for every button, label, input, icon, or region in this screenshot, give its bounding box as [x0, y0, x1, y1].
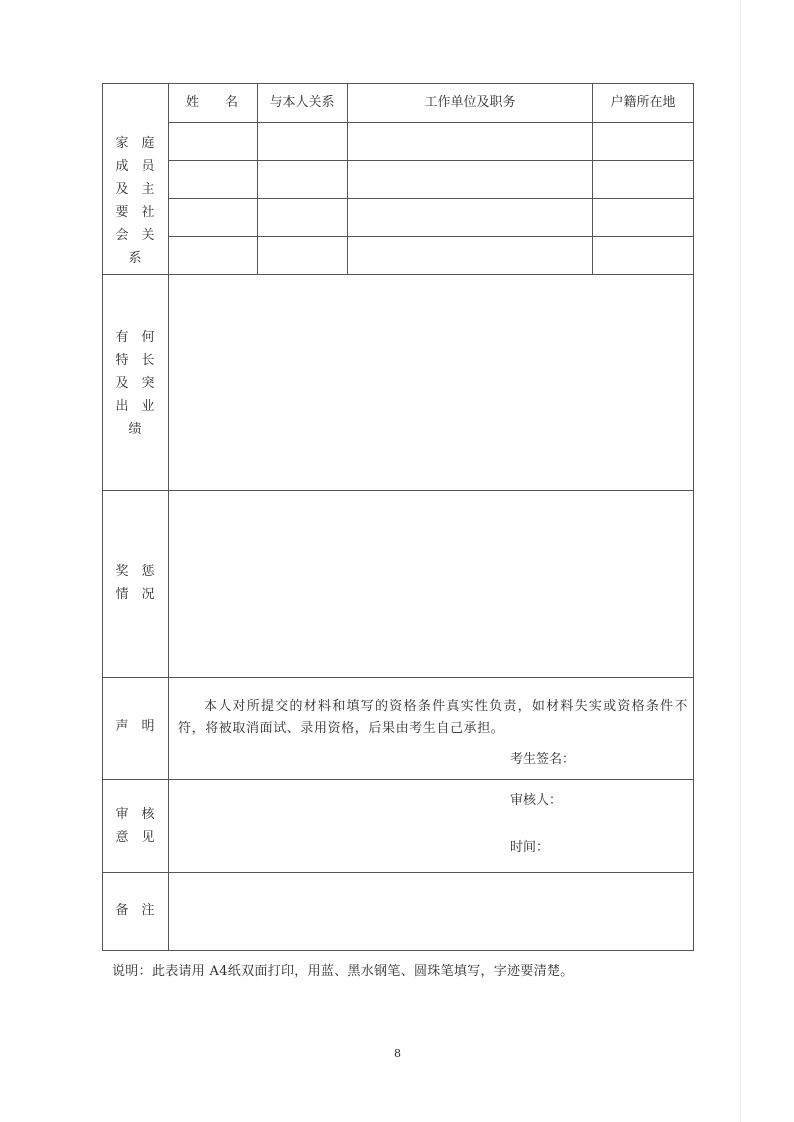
section-divider [102, 779, 694, 780]
review-time-label: 时间： [510, 840, 550, 855]
column-divider [257, 83, 258, 274]
header-relation: 与本人关系 [269, 95, 335, 110]
review-label: 审 核 意 见 [115, 807, 155, 845]
page-edge [740, 0, 741, 1122]
section-divider [102, 872, 694, 873]
header-hukou: 户籍所在地 [610, 95, 676, 110]
remarks-label: 备 注 [115, 903, 155, 918]
row-divider [168, 160, 694, 161]
column-divider [347, 83, 348, 274]
family-label: 家 庭 成 员 及 主 要 社 会 关 系 [115, 136, 155, 266]
section-divider [102, 490, 694, 491]
row-divider [168, 236, 694, 237]
header-work: 工作单位及职务 [424, 95, 516, 110]
section-divider [102, 677, 694, 678]
rewards-label: 奖 惩 情 况 [115, 564, 155, 602]
table-frame [102, 83, 694, 951]
page-number: 8 [394, 1047, 401, 1060]
row-divider [168, 122, 694, 123]
declaration-text: 本人对所提交的材料和填写的资格条件真实性负责，如材料失实或资格条件不符，将被取消面试、录用资格，后果由考生自己承担。 [178, 699, 688, 736]
reviewer-label: 审核人： [510, 793, 563, 808]
specialty-label: 有 何 特 长 及 突 出 业 绩 [115, 330, 155, 437]
signature-label: 考生签名： [510, 752, 576, 767]
header-name: 姓 名 [185, 95, 239, 110]
section-divider [102, 274, 694, 275]
label-column-divider [168, 83, 169, 951]
row-divider [168, 198, 694, 199]
declaration-label: 声 明 [115, 719, 155, 734]
footnote: 说明：此表请用 A4纸双面打印，用蓝、黑水钢笔、圆珠笔填写，字迹要清楚。 [112, 964, 574, 979]
column-divider [592, 83, 593, 274]
